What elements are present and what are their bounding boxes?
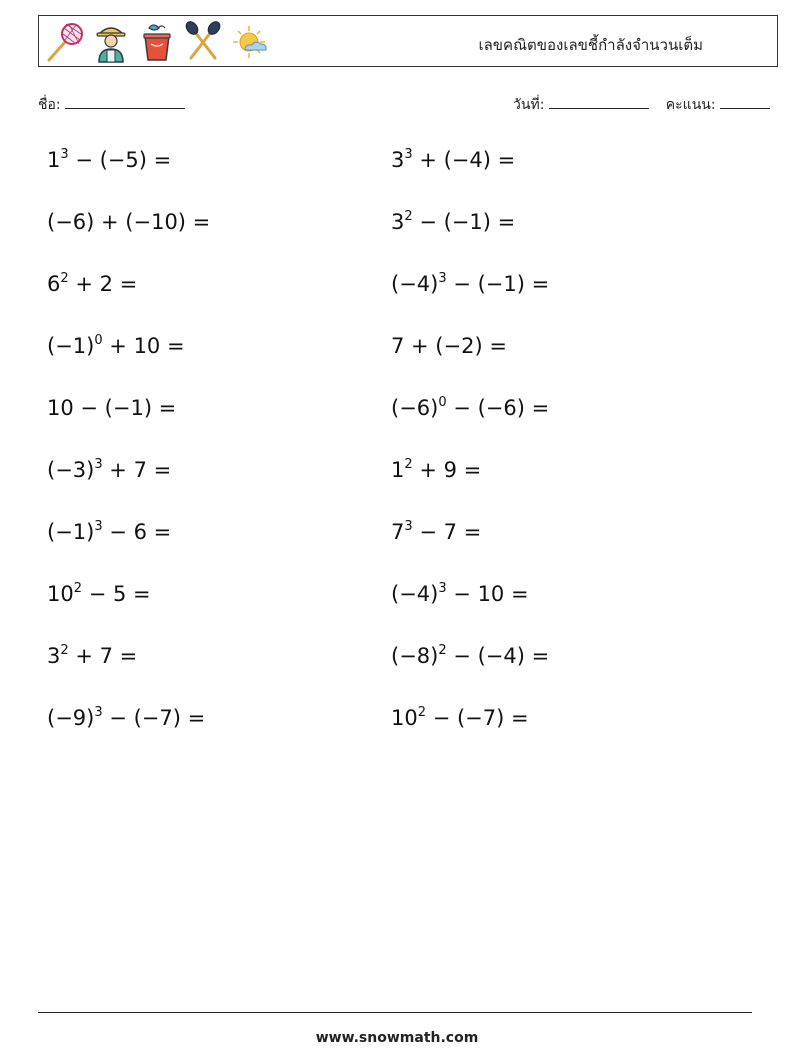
butterfly-net-icon — [43, 20, 87, 64]
problem-item — [47, 643, 138, 668]
problem-rest: − (−4) = — [446, 644, 550, 668]
problem-base: 6 — [47, 272, 61, 296]
problem-item — [47, 147, 172, 172]
problem-rest: − (−1) = — [446, 272, 550, 296]
problem-rest: − 7 = — [412, 520, 482, 544]
problem-item — [391, 581, 529, 606]
problem-base: 1 — [391, 458, 405, 482]
problem-base: 3 — [391, 210, 405, 234]
problem-base: (−9) — [47, 706, 95, 730]
sun-cloud-icon — [227, 20, 271, 64]
problem-item — [391, 271, 550, 296]
problem-rest: − (−1) = — [412, 210, 516, 234]
problem-item — [391, 643, 550, 668]
problem-exponent: 3 — [94, 519, 103, 534]
problem-rest: + 7 = — [68, 644, 138, 668]
problem-rest: − (−7) = — [102, 706, 206, 730]
problem-base: 10 − (−1) = — [47, 396, 177, 420]
date-label: วันที่: — [513, 97, 545, 113]
problem-exponent: 3 — [94, 457, 103, 472]
problem-base: 3 — [391, 148, 405, 172]
problem-exponent: 3 — [94, 705, 103, 720]
problem-base: (−8) — [391, 644, 439, 668]
problem-rest: − (−5) = — [68, 148, 172, 172]
problem-rest: − (−7) = — [426, 706, 529, 730]
problem-rest: + 7 = — [102, 458, 172, 482]
problem-rest: + 9 = — [412, 458, 482, 482]
problem-base: 1 — [47, 148, 61, 172]
problem-item — [47, 705, 206, 730]
problem-base: (−4) — [391, 272, 439, 296]
problem-rest: − (−6) = — [446, 396, 550, 420]
name-blank[interactable] — [65, 94, 185, 109]
problem-item — [47, 581, 151, 606]
problem-item — [47, 271, 138, 296]
problem-exponent: 3 — [60, 147, 69, 162]
footer-divider — [38, 1012, 752, 1013]
problem-base: 10 — [391, 706, 418, 730]
problem-item — [391, 457, 482, 482]
gardener-icon — [89, 20, 133, 64]
problem-exponent: 0 — [94, 333, 103, 348]
problem-base: (−1) — [47, 520, 95, 544]
date-score-fields — [513, 94, 770, 116]
problem-exponent: 3 — [404, 519, 413, 534]
worksheet-title: เลขคณิตของเลขชี้กำลังจำนวนเต็ม — [478, 36, 703, 54]
problem-base: 7 — [391, 520, 405, 544]
fish-bucket-icon — [135, 20, 179, 64]
name-label: ชื่อ: — [38, 97, 61, 113]
problem-item — [391, 336, 507, 357]
problem-exponent: 2 — [404, 457, 413, 472]
problem-item — [391, 147, 516, 172]
problem-base: (−1) — [47, 334, 95, 358]
footer-url: www.snowmath.com — [315, 1030, 479, 1046]
problem-item — [391, 705, 529, 730]
problem-base: (−3) — [47, 458, 95, 482]
crossed-shovels-icon — [181, 20, 225, 64]
problem-exponent: 2 — [73, 581, 83, 596]
problem-base: 3 — [47, 644, 61, 668]
problem-item — [47, 519, 172, 544]
name-field — [38, 94, 185, 116]
problem-item — [47, 333, 185, 358]
problem-rest: + 2 = — [68, 272, 138, 296]
problem-exponent: 2 — [404, 209, 413, 224]
problem-item — [47, 212, 210, 233]
problem-exponent: 3 — [438, 581, 447, 596]
date-blank[interactable] — [549, 94, 649, 109]
problem-rest: − 10 = — [446, 582, 529, 606]
problem-exponent: 2 — [438, 643, 447, 658]
problem-item — [391, 209, 516, 234]
worksheet-header — [38, 15, 778, 67]
score-label: คะแนน: — [665, 97, 716, 113]
problem-item — [47, 457, 172, 482]
problem-exponent: 0 — [438, 395, 447, 410]
problem-rest: − 5 = — [82, 582, 151, 606]
problem-rest: + (−4) = — [412, 148, 516, 172]
problem-exponent: 3 — [404, 147, 413, 162]
problem-base: (−6) — [391, 396, 439, 420]
problem-exponent: 3 — [438, 271, 447, 286]
problem-rest: − 6 = — [102, 520, 172, 544]
score-blank[interactable] — [720, 94, 770, 109]
problem-base: 7 + (−2) = — [391, 334, 507, 358]
problem-exponent: 2 — [417, 705, 427, 720]
problem-exponent: 2 — [60, 271, 69, 286]
problem-base: (−6) + (−10) = — [47, 210, 211, 234]
problem-item — [47, 398, 176, 419]
problem-rest: + 10 = — [102, 334, 185, 358]
header-icons — [43, 18, 271, 66]
problem-item — [391, 395, 550, 420]
problem-base: (−4) — [391, 582, 439, 606]
problem-exponent: 2 — [60, 643, 69, 658]
problem-base: 10 — [47, 582, 74, 606]
problem-item — [391, 519, 482, 544]
